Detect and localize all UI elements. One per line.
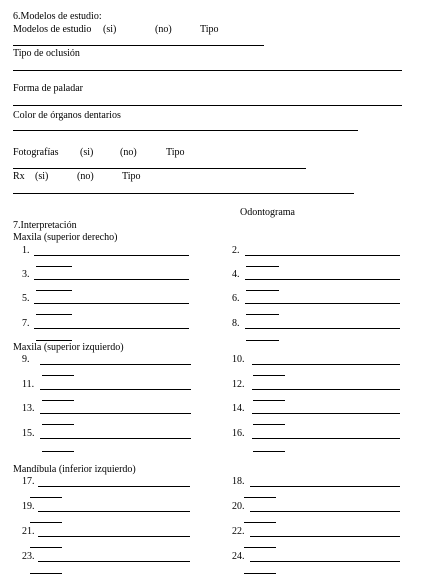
short-line[interactable] <box>30 497 62 498</box>
answer-line[interactable] <box>245 279 400 280</box>
tooth-number: 20. <box>232 501 245 512</box>
models-si-option[interactable]: (si) <box>103 24 117 35</box>
short-line[interactable] <box>36 290 72 291</box>
short-line[interactable] <box>30 547 62 548</box>
answer-line[interactable] <box>250 536 400 537</box>
tooth-number: 18. <box>232 476 245 487</box>
tooth-number: 11. <box>22 379 35 390</box>
photos-no-option[interactable]: (no) <box>120 147 137 158</box>
answer-line[interactable] <box>38 561 190 562</box>
tooth-number: 23. <box>22 551 35 562</box>
tooth-number: 16. <box>232 428 245 439</box>
tooth-number: 10. <box>232 354 245 365</box>
tooth-number: 1. <box>22 245 30 256</box>
tooth-number: 7. <box>22 318 30 329</box>
section-7-heading: 7.Interpretación <box>13 220 77 231</box>
tooth-number: 12. <box>232 379 245 390</box>
short-line[interactable] <box>246 290 279 291</box>
answer-line[interactable] <box>40 364 191 365</box>
short-line[interactable] <box>244 522 276 523</box>
tooth-number: 17. <box>22 476 35 487</box>
models-tipo-label: Tipo <box>200 24 219 35</box>
answer-line[interactable] <box>40 438 191 439</box>
photos-tipo-label: Tipo <box>166 147 185 158</box>
answer-line[interactable] <box>250 486 400 487</box>
photos-si-option[interactable]: (si) <box>80 147 94 158</box>
section-6-heading: 6.Modelos de estudio: <box>13 11 102 22</box>
tooth-number: 13. <box>22 403 35 414</box>
rx-line[interactable] <box>13 193 354 194</box>
rx-label: Rx <box>13 171 25 182</box>
short-line[interactable] <box>246 314 279 315</box>
answer-line[interactable] <box>245 255 400 256</box>
short-line[interactable] <box>30 522 62 523</box>
tooth-number: 22. <box>232 526 245 537</box>
answer-line[interactable] <box>40 389 191 390</box>
answer-line[interactable] <box>252 364 400 365</box>
short-line[interactable] <box>36 340 72 341</box>
rx-si-option[interactable]: (si) <box>35 171 49 182</box>
short-line[interactable] <box>244 497 276 498</box>
answer-line[interactable] <box>252 413 400 414</box>
short-line[interactable] <box>253 424 285 425</box>
short-line[interactable] <box>253 451 285 452</box>
color-label: Color de órganos dentarios <box>13 110 121 121</box>
mandibula-left-label: Mandíbula (inferior izquierdo) <box>13 464 136 475</box>
answer-line[interactable] <box>34 328 189 329</box>
tooth-number: 5. <box>22 293 30 304</box>
tooth-number: 24. <box>232 551 245 562</box>
palate-line[interactable] <box>13 105 402 106</box>
models-no-option[interactable]: (no) <box>155 24 172 35</box>
models-label: Modelos de estudio <box>13 24 92 35</box>
answer-line[interactable] <box>34 279 189 280</box>
answer-line[interactable] <box>34 303 189 304</box>
short-line[interactable] <box>253 400 285 401</box>
short-line[interactable] <box>244 547 276 548</box>
short-line[interactable] <box>30 573 62 574</box>
answer-line[interactable] <box>40 413 191 414</box>
answer-line[interactable] <box>34 255 189 256</box>
short-line[interactable] <box>42 424 74 425</box>
short-line[interactable] <box>42 375 74 376</box>
short-line[interactable] <box>244 573 276 574</box>
short-line[interactable] <box>253 375 285 376</box>
tooth-number: 6. <box>232 293 240 304</box>
short-line[interactable] <box>246 340 279 341</box>
color-line[interactable] <box>13 130 358 131</box>
photos-label: Fotografías <box>13 147 59 158</box>
short-line[interactable] <box>36 266 72 267</box>
tooth-number: 19. <box>22 501 35 512</box>
maxila-left-label: Maxila (superior izquierdo) <box>13 342 124 353</box>
rx-no-option[interactable]: (no) <box>77 171 94 182</box>
answer-line[interactable] <box>38 511 190 512</box>
odontogram-title: Odontograma <box>240 207 295 218</box>
maxila-right-label: Maxila (superior derecho) <box>13 232 118 243</box>
tooth-number: 8. <box>232 318 240 329</box>
short-line[interactable] <box>42 451 74 452</box>
occlusion-label: Tipo de oclusión <box>13 48 80 59</box>
answer-line[interactable] <box>250 561 400 562</box>
answer-line[interactable] <box>38 486 190 487</box>
short-line[interactable] <box>246 266 279 267</box>
occlusion-line[interactable] <box>13 70 402 71</box>
tooth-number: 14. <box>232 403 245 414</box>
answer-line[interactable] <box>245 303 400 304</box>
tooth-number: 4. <box>232 269 240 280</box>
tooth-number: 21. <box>22 526 35 537</box>
models-line[interactable] <box>13 45 264 46</box>
answer-line[interactable] <box>252 389 400 390</box>
palate-label: Forma de paladar <box>13 83 83 94</box>
tooth-number: 9. <box>22 354 30 365</box>
answer-line[interactable] <box>38 536 190 537</box>
tooth-number: 15. <box>22 428 35 439</box>
short-line[interactable] <box>36 314 72 315</box>
answer-line[interactable] <box>245 328 400 329</box>
answer-line[interactable] <box>252 438 400 439</box>
rx-tipo-label: Tipo <box>122 171 141 182</box>
answer-line[interactable] <box>250 511 400 512</box>
tooth-number: 2. <box>232 245 240 256</box>
short-line[interactable] <box>42 400 74 401</box>
photos-line[interactable] <box>13 168 306 169</box>
tooth-number: 3. <box>22 269 30 280</box>
